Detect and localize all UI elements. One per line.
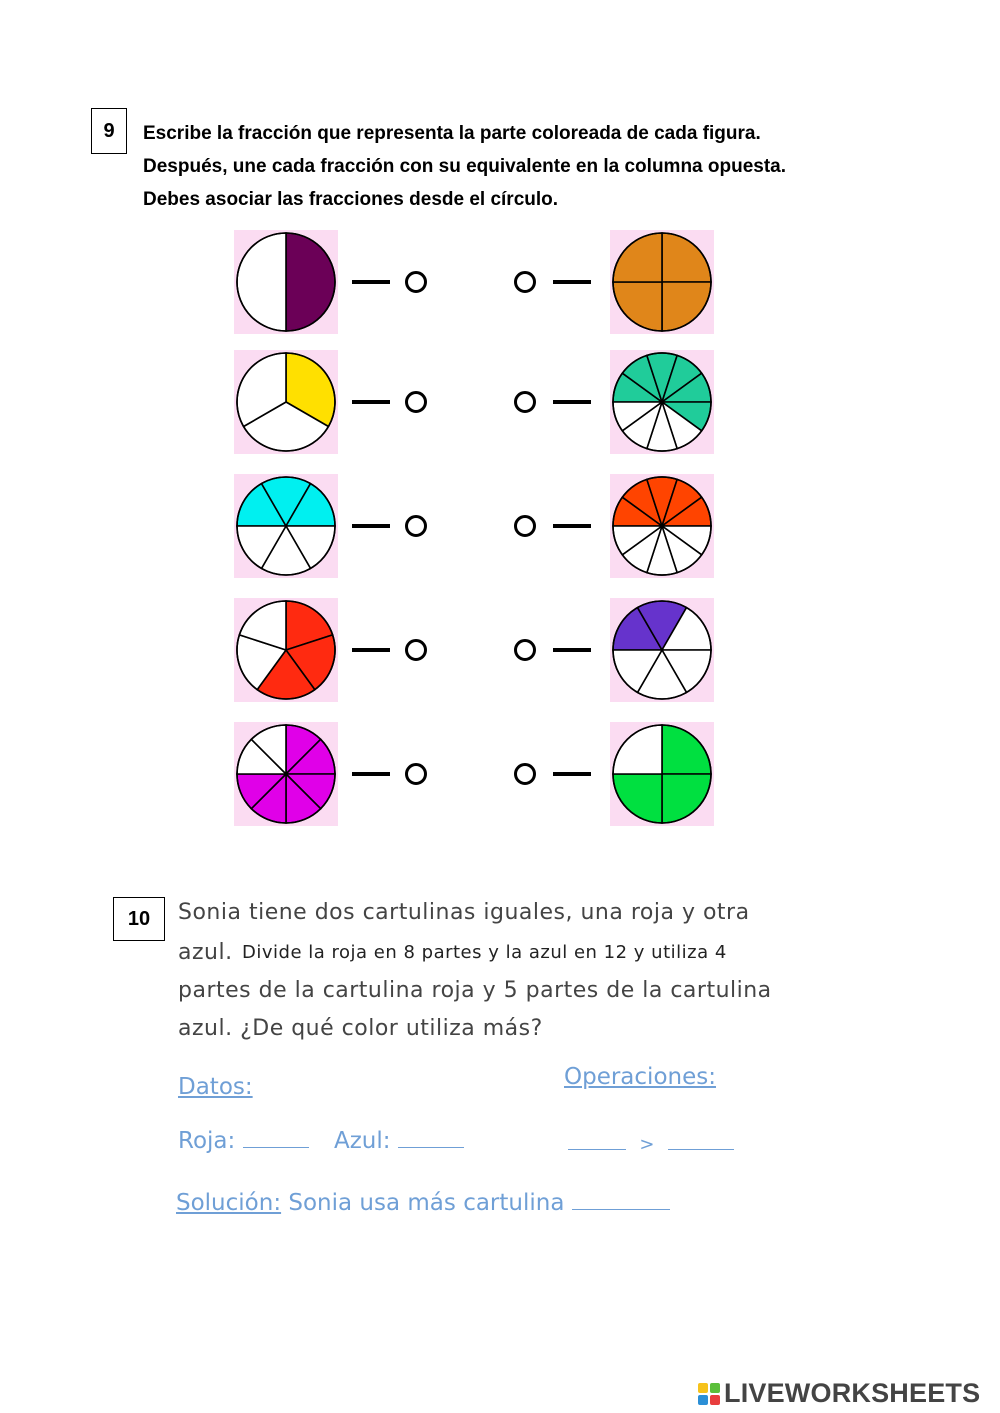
left-fraction-figure-5 — [234, 722, 338, 826]
left-fraction-figure-1 — [234, 230, 338, 334]
fraction-circle — [234, 350, 338, 454]
solucion-row — [176, 1190, 670, 1216]
right-fraction-figure-3 — [610, 474, 714, 578]
right-match-point-2[interactable] — [514, 391, 536, 413]
right-fraction-figure-4 — [610, 598, 714, 702]
left-connector-line-3 — [352, 524, 390, 528]
colored-sector — [286, 233, 335, 331]
left-match-point-1[interactable] — [405, 271, 427, 293]
question-10-number: 10 — [113, 897, 165, 941]
left-fraction-figure-2 — [234, 350, 338, 454]
fraction-circle — [610, 350, 714, 454]
azul-row — [334, 1128, 464, 1154]
left-fraction-figure-3 — [234, 474, 338, 578]
right-connector-line-5 — [553, 772, 591, 776]
fraction-circle — [234, 598, 338, 702]
left-match-point-3[interactable] — [405, 515, 427, 537]
operaciones-label: Operaciones: — [564, 1064, 716, 1090]
left-match-point-2[interactable] — [405, 391, 427, 413]
right-connector-line-1 — [553, 280, 591, 284]
fraction-circle — [610, 722, 714, 826]
fraction-circle — [234, 722, 338, 826]
right-fraction-figure-5 — [610, 722, 714, 826]
right-match-point-3[interactable] — [514, 515, 536, 537]
logo-square-1 — [698, 1383, 708, 1393]
liveworksheets-logo — [698, 1378, 980, 1409]
logo-square-4 — [710, 1395, 720, 1405]
left-connector-line-5 — [352, 772, 390, 776]
solucion-label: Solución: — [176, 1190, 282, 1216]
q9-instruction-line-2: Después, une cada fracción con su equivalente en la columna opuesta. — [143, 156, 787, 177]
right-fraction-figure-1 — [610, 230, 714, 334]
comparison-left-blank[interactable] — [568, 1149, 626, 1150]
right-connector-line-2 — [553, 400, 591, 404]
fraction-circle — [610, 230, 714, 334]
roja-row — [178, 1128, 309, 1154]
empty-sector — [237, 233, 286, 331]
q10-problem-line-4: azul. ¿De qué color utiliza más? — [178, 1016, 543, 1041]
right-match-point-1[interactable] — [514, 271, 536, 293]
liveworksheets-logo-text: LIVEWORKSHEETS — [724, 1378, 981, 1408]
right-match-point-4[interactable] — [514, 639, 536, 661]
fraction-circle — [234, 230, 338, 334]
solucion-text: Sonia usa más cartulina — [288, 1190, 565, 1216]
comparison-right-blank[interactable] — [668, 1149, 734, 1150]
azul-label: Azul: — [334, 1128, 391, 1154]
right-match-point-5[interactable] — [514, 763, 536, 785]
fraction-circle — [234, 474, 338, 578]
right-connector-line-4 — [553, 648, 591, 652]
q9-instruction-line-3: Debes asociar las fracciones desde el círculo. — [143, 189, 559, 210]
left-match-point-4[interactable] — [405, 639, 427, 661]
left-connector-line-4 — [352, 648, 390, 652]
right-connector-line-3 — [553, 524, 591, 528]
roja-answer-blank[interactable] — [243, 1147, 309, 1148]
right-fraction-figure-2 — [610, 350, 714, 454]
q10-problem-line-2: azul. — [178, 940, 233, 965]
left-match-point-5[interactable] — [405, 763, 427, 785]
azul-answer-blank[interactable] — [398, 1147, 464, 1148]
datos-label: Datos: — [178, 1074, 253, 1100]
q10-problem-line-1: Sonia tiene dos cartulinas iguales, una roja y otra — [178, 900, 750, 925]
q10-problem-line-2b: Divide la roja en 8 partes y la azul en 12 y utiliza 4 — [242, 942, 727, 963]
q9-instruction-line-1: Escribe la fracción que representa la parte coloreada de cada figura. — [143, 123, 761, 144]
left-fraction-figure-4 — [234, 598, 338, 702]
left-connector-line-2 — [352, 400, 390, 404]
logo-square-2 — [710, 1383, 720, 1393]
comparison-row — [568, 1130, 734, 1156]
solucion-answer-blank[interactable] — [572, 1209, 670, 1210]
greater-than-symbol: > — [639, 1134, 655, 1155]
question-9-number: 9 — [91, 108, 127, 154]
fraction-circle — [610, 474, 714, 578]
fraction-circle — [610, 598, 714, 702]
q10-problem-line-3: partes de la cartulina roja y 5 partes de la cartulina — [178, 978, 772, 1003]
roja-label: Roja: — [178, 1128, 236, 1154]
liveworksheets-logo-icon — [698, 1383, 720, 1405]
left-connector-line-1 — [352, 280, 390, 284]
logo-square-3 — [698, 1395, 708, 1405]
